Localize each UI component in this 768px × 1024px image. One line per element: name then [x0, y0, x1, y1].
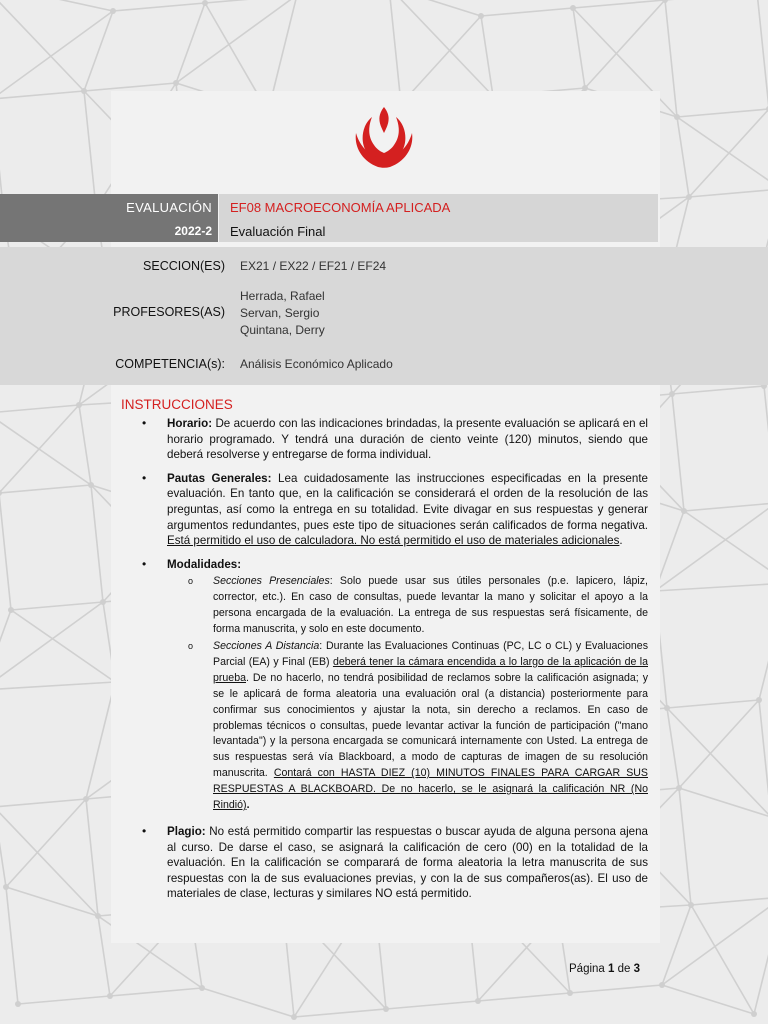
pautas-underlined-text: Está permitido el uso de calculadora. No está permitido el uso de materiales adicionales: [167, 534, 620, 548]
distancia-text: . De no hacerlo, no tendrá posibilidad de reclamos sobre la calificación asignada; y se le aplicará de forma aleatoria una evaluación oral (a distancia) posteriormente para confirmar sus conocimientos y ajustar la nota, sin derecho a reclamos. En caso de problemas técnicos o consultas, puede levantar activar la función de participación ("mano levantada") y la persona encargada se comunicará internamente con Usted. La entrega de sus respuestas será vía Blackboard, a modo de capturas de imagen de su resolución manuscrita.: [213, 671, 648, 780]
page-of: de: [617, 963, 631, 975]
plagio-text: No está permitido compartir las respuestas o buscar ayuda de alguna persona ajena al curso. De darse el caso, se asignará la calificación de cero (00) en la totalidad de la evaluación. En la calificación se comparará de forma aleatoria la letra manuscrita de sus respuestas con la de sus evaluaciones previas, y con la de sus compañeros(as). El uso de materiales de clase, lecturas y similares NO está permitido.: [167, 824, 648, 901]
instructions-heading: INSTRUCCIONES: [121, 397, 233, 412]
list-item-modalidades: [121, 557, 648, 814]
evaluation-type: Evaluación Final: [230, 224, 326, 239]
bullet-icon: •: [142, 416, 147, 430]
bullet-icon: •: [142, 823, 147, 838]
course-title-bar: [219, 194, 658, 242]
circle-bullet-icon: o: [188, 640, 194, 651]
term-label: 2022-2: [174, 224, 212, 238]
distancia-end: .: [246, 799, 250, 812]
modalidades-list: [167, 574, 648, 814]
list-item-horario: [121, 416, 648, 463]
professor-name: Servan, Sergio: [240, 306, 320, 320]
professors-label: PROFESORES(AS): [113, 305, 225, 319]
competence-value: Análisis Económico Aplicado: [240, 357, 393, 371]
pautas-end: .: [619, 534, 623, 548]
pautas-text: Lea cuidadosamente las instrucciones especificadas en la presente evaluación. En tanto que, en la calificación se considerará el orden de la resolución de las preguntas, así como la entrega en su totalidad. Evite divagar en sus respuestas y generar argumentos redundantes, pues este tipo de situaciones serán calificados de forma negativa.: [167, 471, 648, 532]
page-current: 1: [608, 963, 615, 975]
list-item-presencial: [167, 574, 648, 638]
presencial-text: : Solo puede usar sus útiles personales (p.e. lapicero, lápiz, corrector, etc.). En caso de consultas, puede levantar la mano y solicitar el apoyo a la persona encargada de la evaluación. La entrega de sus respuestas será físicamente, de forma manuscrita, y solo en este documento.: [213, 575, 648, 636]
university-logo-icon: [348, 103, 420, 169]
instructions-list: [121, 416, 648, 902]
plagio-title: Plagio:: [167, 824, 206, 838]
page-word: Página: [569, 963, 605, 975]
professor-name: Herrada, Rafael: [240, 289, 325, 303]
page-total: 3: [633, 963, 641, 975]
sections-value: EX21 / EX22 / EF21 / EF24: [240, 259, 387, 273]
list-item-plagio: [121, 824, 648, 902]
presencial-title: Secciones Presenciales: [213, 575, 330, 588]
page-footer: [569, 963, 640, 975]
course-title: EF08 MACROECONOMÍA APLICADA: [230, 200, 451, 215]
distancia-title: Secciones A Distancia: [213, 639, 320, 652]
professors-list: [240, 288, 325, 339]
bullet-icon: •: [142, 470, 147, 485]
evaluation-label: EVALUACIÓN: [126, 200, 212, 215]
instructions-section: [121, 397, 648, 910]
circle-bullet-icon: o: [188, 576, 194, 587]
horario-title: Horario:: [167, 417, 213, 430]
modalidades-title: Modalidades:: [167, 557, 242, 571]
sections-label: SECCION(ES): [143, 259, 225, 273]
professor-name: Quintana, Derry: [240, 323, 325, 337]
distancia-underlined-text: Contará con HASTA DIEZ (10) MINUTOS FINALES PARA CARGAR SUS RESPUESTAS A BLACKBOARD. De no hacerlo, se le asignará la calificación NR (No Rindió): [213, 767, 648, 812]
distancia-text: : Durante las Evaluaciones Continuas (PC, LC o CL) y Evaluaciones Parcial (EA) y Final (EB): [213, 639, 648, 668]
evaluation-label-bar: [0, 194, 218, 242]
course-info-band: [0, 247, 768, 385]
list-item-pautas: [121, 471, 648, 549]
competence-label: COMPETENCIA(s):: [115, 357, 225, 371]
list-item-distancia: [167, 639, 648, 814]
pautas-title: Pautas Generales:: [167, 471, 272, 485]
horario-text: De acuerdo con las indicaciones brindadas, la presente evaluación se aplicará en el horario programado. Y tendrá una duración de ciento veinte (120) minutos, siendo que deberá resolverse y entregarse de forma individual.: [167, 417, 648, 462]
distancia-underlined-text: deberá tener la cámara encendida a lo largo de la aplicación de la prueba: [213, 655, 648, 684]
bullet-icon: •: [142, 556, 147, 571]
